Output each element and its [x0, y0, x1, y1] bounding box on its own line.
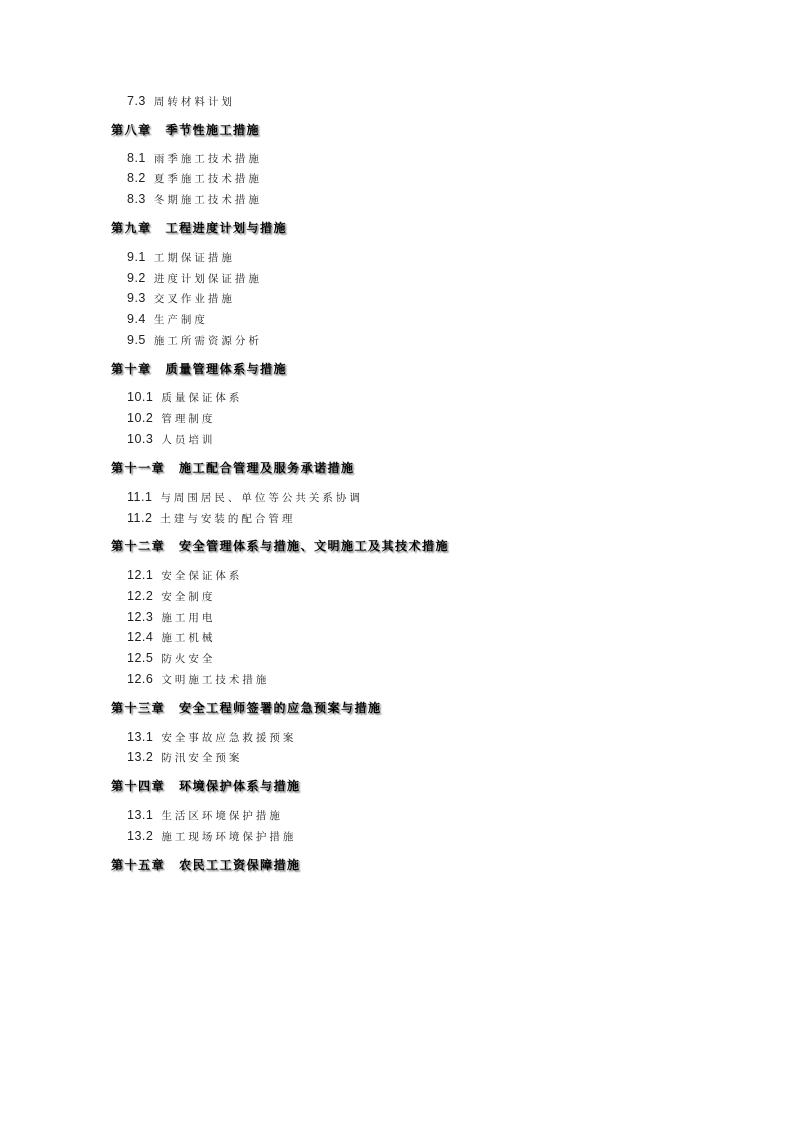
section-title: 安全制度 [161, 591, 216, 603]
section-number: 13.1 [127, 808, 154, 822]
section-title: 施工现场环境保护措施 [161, 831, 297, 843]
toc-section-item [127, 672, 269, 687]
chapter-title: 环境保护体系与措施 [179, 779, 301, 793]
toc-section-item [127, 312, 208, 327]
chapter-title: 质量管理体系与措施 [165, 362, 288, 376]
section-title: 安全事故应急救援预案 [161, 732, 297, 744]
section-number: 12.3 [127, 610, 154, 624]
chapter-number: 第十三章 [111, 701, 166, 715]
chapter-title: 工程进度计划与措施 [165, 221, 288, 235]
chapter-number: 第十章 [111, 362, 152, 376]
chapter-number: 第十五章 [111, 858, 166, 872]
section-title: 周转材料计划 [153, 96, 235, 108]
chapter-title: 安全管理体系与措施、文明施工及其技术措施 [179, 539, 450, 553]
section-number: 13.1 [127, 730, 154, 744]
toc-chapter-heading [111, 361, 287, 377]
toc-section-item [127, 250, 235, 265]
chapter-title: 季节性施工措施 [165, 123, 261, 137]
toc-section-item [127, 333, 262, 348]
toc-chapter-heading [111, 538, 449, 554]
section-number: 9.5 [127, 333, 146, 347]
section-title: 防火安全 [161, 653, 216, 665]
section-number: 12.6 [127, 672, 154, 686]
chapter-number: 第八章 [111, 123, 152, 137]
section-title: 质量保证体系 [161, 392, 243, 404]
section-number: 8.1 [127, 151, 146, 165]
toc-chapter-heading [111, 220, 287, 236]
toc-section-item [127, 568, 242, 583]
section-title: 夏季施工技术措施 [153, 173, 262, 185]
toc-section-item [127, 589, 215, 604]
toc-section-item [127, 432, 215, 447]
section-title: 生活区环境保护措施 [161, 810, 283, 822]
chapter-number: 第十一章 [111, 461, 166, 475]
chapter-number: 第十二章 [111, 539, 166, 553]
toc-section-item [127, 151, 262, 166]
toc-section-item [127, 829, 296, 844]
toc-chapter-heading [111, 460, 355, 476]
section-number: 12.1 [127, 568, 154, 582]
section-title: 土建与安装的配合管理 [160, 513, 296, 525]
section-number: 10.3 [127, 432, 154, 446]
toc-section-item [127, 630, 215, 645]
section-title: 施工用电 [161, 612, 216, 624]
toc-section-item [127, 490, 363, 505]
section-title: 冬期施工技术措施 [153, 194, 262, 206]
section-title: 防汛安全预案 [161, 752, 243, 764]
chapter-number: 第十四章 [111, 779, 166, 793]
toc-section-item [127, 511, 295, 526]
chapter-title: 施工配合管理及服务承诺措施 [179, 461, 355, 475]
section-number: 9.2 [127, 271, 146, 285]
section-number: 13.2 [127, 829, 154, 843]
section-number: 12.2 [127, 589, 154, 603]
section-title: 施工机械 [161, 632, 216, 644]
section-number: 10.2 [127, 411, 154, 425]
toc-section-item [127, 390, 242, 405]
toc-section-item [127, 171, 262, 186]
section-number: 9.1 [127, 250, 146, 264]
section-title: 文明施工技术措施 [161, 674, 270, 686]
toc-section-item [127, 730, 296, 745]
section-title: 人员培训 [161, 434, 216, 446]
section-title: 与周围居民、单位等公共关系协调 [160, 492, 363, 504]
section-title: 管理制度 [161, 413, 216, 425]
section-number: 12.4 [127, 630, 154, 644]
section-number: 9.3 [127, 291, 146, 305]
toc-chapter-heading [111, 857, 301, 873]
section-title: 交叉作业措施 [153, 293, 235, 305]
chapter-number: 第九章 [111, 221, 152, 235]
section-title: 雨季施工技术措施 [153, 153, 262, 165]
section-number: 8.2 [127, 171, 146, 185]
section-number: 11.1 [127, 490, 153, 504]
section-number: 12.5 [127, 651, 154, 665]
chapter-title: 农民工工资保障措施 [179, 858, 301, 872]
toc-section-item [127, 610, 215, 625]
section-number: 13.2 [127, 750, 154, 764]
section-number: 9.4 [127, 312, 146, 326]
toc-chapter-heading [111, 700, 382, 716]
toc-section-item [127, 192, 262, 207]
toc-chapter-heading [111, 778, 301, 794]
toc-section-item [127, 808, 283, 823]
toc-section-item [127, 271, 262, 286]
chapter-title: 安全工程师签署的应急预案与措施 [179, 701, 382, 715]
toc-section-item [127, 291, 235, 306]
section-title: 生产制度 [153, 314, 208, 326]
section-number: 11.2 [127, 511, 153, 525]
section-title: 进度计划保证措施 [153, 273, 262, 285]
section-number: 10.1 [127, 390, 154, 404]
section-number: 7.3 [127, 94, 146, 108]
section-number: 8.3 [127, 192, 146, 206]
toc-section-item [127, 94, 235, 109]
toc-section-item [127, 651, 215, 666]
section-title: 工期保证措施 [153, 252, 235, 264]
section-title: 安全保证体系 [161, 570, 243, 582]
toc-chapter-heading [111, 122, 260, 138]
section-title: 施工所需资源分析 [153, 335, 262, 347]
toc-section-item [127, 750, 242, 765]
toc-section-item [127, 411, 215, 426]
